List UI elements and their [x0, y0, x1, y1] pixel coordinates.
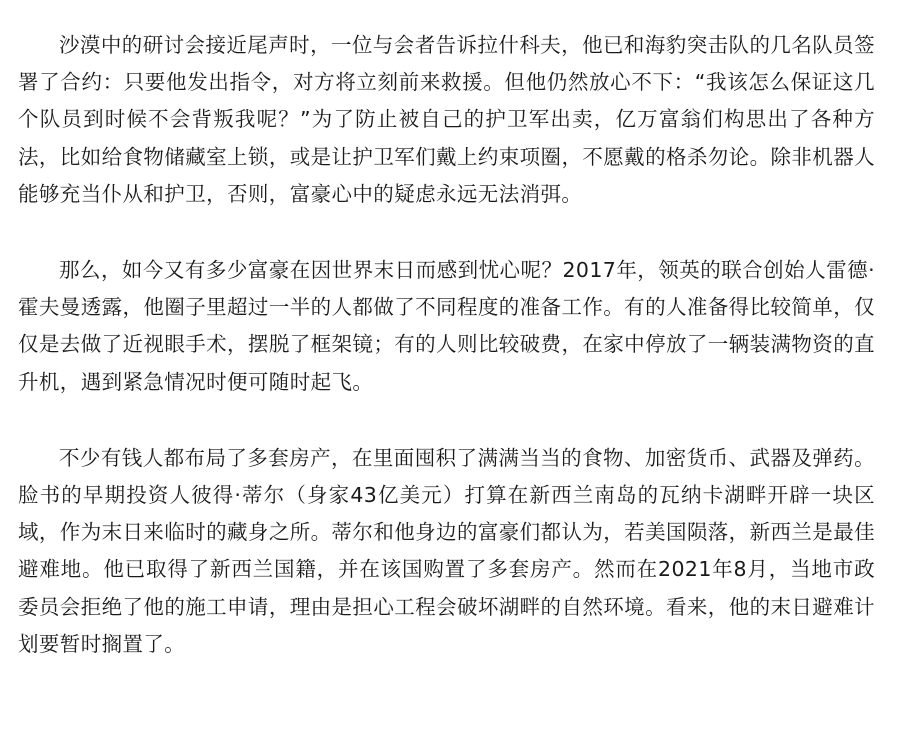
paragraph-1: 沙漠中的研讨会接近尾声时，一位与会者告诉拉什科夫，他已和海豹突击队的几名队员签署了合约：只要他发出指令，对方将立刻前来救援。但他仍然放心不下：“我该怎么保证这几个队员到时候不会背叛我呢？”为了防止被自己的护卫军出卖，亿万富翁们构思出了各种方法，比如给食物储藏室上锁，或是让护卫军们戴上约束项圈，不愿戴的格杀勿论。除非机器人能够充当仆从和护卫，否则，富豪心中的疑虑永远无法消弭。	[18, 33, 875, 206]
paragraph-2: 那么，如今又有多少富豪在因世界末日而感到忧心呢？2017年，领英的联合创始人雷德·霍夫曼透露，他圈子里超过一半的人都做了不同程度的准备工作。有的人准备得比较简单，仅仅是去做了近视眼手术，摆脱了框架镜；有的人则比较破费，在家中停放了一辆装满物资的直升机，遇到紧急情况时便可随时起飞。	[18, 258, 875, 394]
paragraph-3: 不少有钱人都布局了多套房产，在里面囤积了满满当当的食物、加密货币、武器及弹药。脸书的早期投资人彼得·蒂尔（身家43亿美元）打算在新西兰南岛的瓦纳卡湖畔开辟一块区域，作为末日来临时的藏身之所。蒂尔和他身边的富豪们都认为，若美国陨落，新西兰是最佳避难地。他已取得了新西兰国籍，并在该国购置了多套房产。然而在2021年8月，当地市政委员会拒绝了他的施工申请，理由是担心工程会破坏湖畔的自然环境。看来，他的末日避难计划要暂时搁置了。	[18, 445, 875, 656]
